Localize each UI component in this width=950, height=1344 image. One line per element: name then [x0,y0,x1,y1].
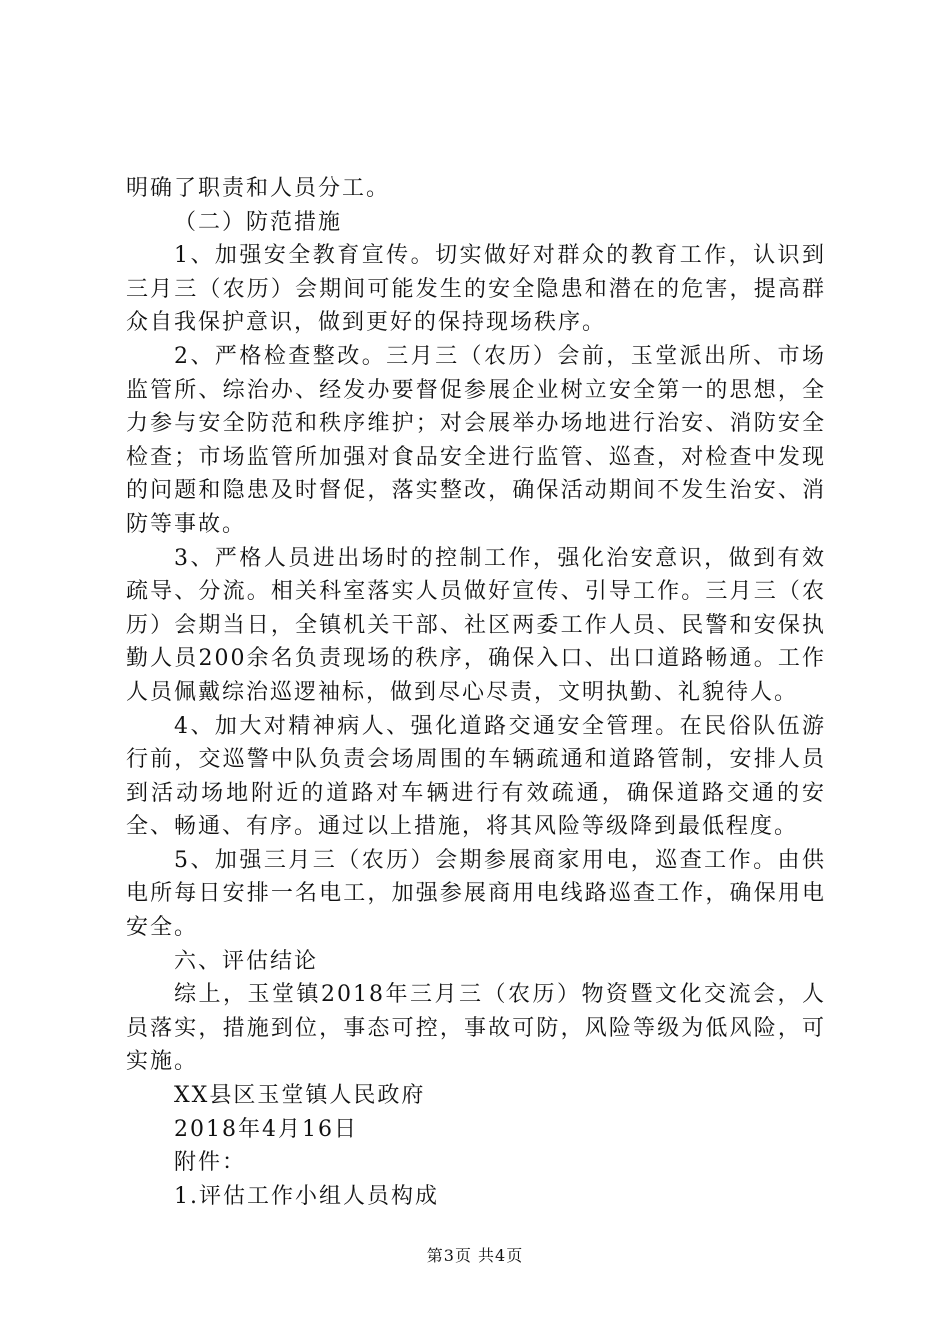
signature-organization: XX县区玉堂镇人民政府 [174,1083,426,1109]
paragraph-measure-3: 3、严格人员进出场时的控制工作，强化治安意识，做到有效疏导、分流。相关科室落实人员做好宣传、引导工作。三月三（农历）会期当日，全镇机关干部、社区两委工作人员、民警和安保执勤人员200余名负责现场的秩序，确保入口、出口道路畅通。工作人员佩戴综治巡逻袖标，做到尽心尽责，文明执勤、礼貌待人。 [126,545,826,705]
document-body [126,172,826,1213]
paragraph-measure-2: 2、严格检查整改。三月三（农历）会前，玉堂派出所、市场监管所、综治办、经发办要督促参展企业树立安全第一的思想，全力参与安全防范和秩序维护；对会展举办场地进行治安、消防安全检查；市场监管所加强对食品安全进行监管、巡查，对检查中发现的问题和隐患及时督促，落实整改，确保活动期间不发生治安、消防等事故。 [126,343,826,537]
paragraph-conclusion: 综上，玉堂镇2018年三月三（农历）物资暨文化交流会，人员落实，措施到位，事态可控，事故可防，风险等级为低风险，可实施。 [126,982,826,1075]
heading-prevention-measures: （二）防范措施 [174,209,343,235]
paragraph-measure-1: 1、加强安全教育宣传。切实做好对群众的教育工作，认识到三月三（农历）会期间可能发生的安全隐患和潜在的危害，提高群众自我保护意识，做到更好的保持现场秩序。 [126,243,826,336]
heading-assessment-conclusion: 六、评估结论 [174,948,319,974]
signature-date: 2018年4月16日 [174,1116,358,1142]
attachment-label: 附件： [174,1150,247,1176]
paragraph-duty-assignment: 明确了职责和人员分工。 [126,176,391,201]
paragraph-measure-5: 5、加强三月三（农历）会期参展商家用电，巡查工作。由供电所每日安排一名电工，加强参展商用电线路巡查工作，确保用电安全。 [126,847,826,941]
paragraph-measure-4: 4、加大对精神病人、强化道路交通安全管理。在民俗队伍游行前，交巡警中队负责会场周围的车辆疏通和道路管制，安排人员到活动场地附近的道路对车辆进行有效疏通，确保道路交通的安全、畅通、有序。通过以上措施，将其风险等级降到最低程度。 [126,713,826,840]
attachment-item-1: 1.评估工作小组人员构成 [174,1183,439,1209]
page-footer: 第3页 共4页 [426,1246,524,1265]
